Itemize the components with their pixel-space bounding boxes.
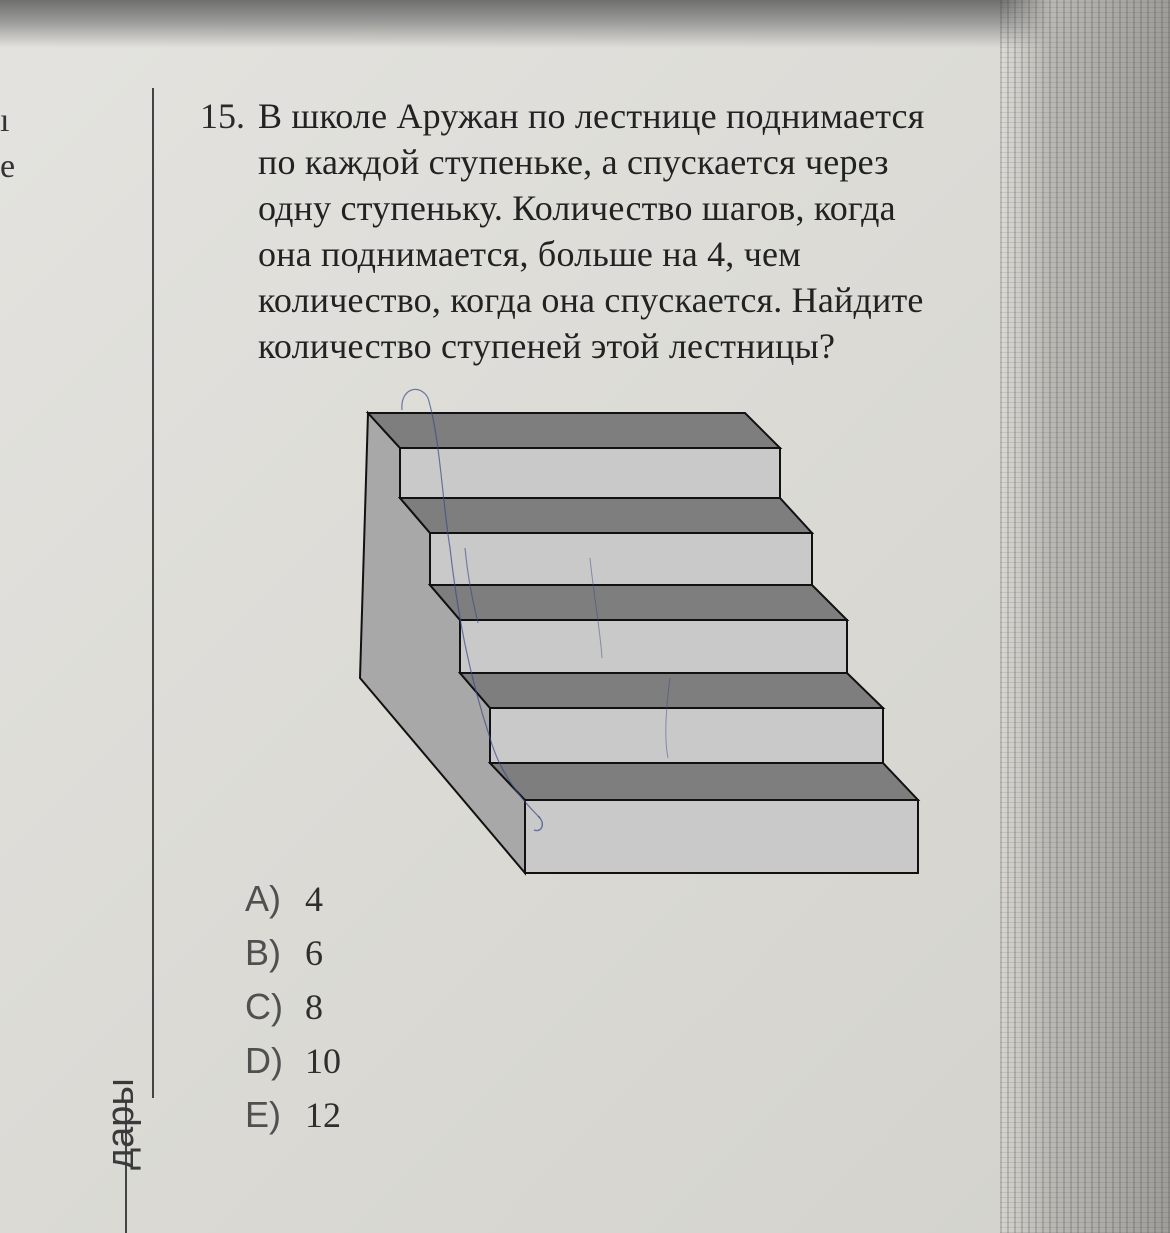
question-number: 15. <box>200 96 245 136</box>
question-text-line: по каждой ступеньке, а спускается через <box>258 142 889 182</box>
answer-value: 10 <box>305 1041 341 1081</box>
question-text-line: она поднимается, больше на 4, чем <box>258 234 802 274</box>
answer-letter: C) <box>245 986 283 1027</box>
staircase-tread <box>400 498 812 533</box>
page-edge-stack <box>1000 0 1170 1233</box>
question-text-line: количество, когда она спускается. Найдите <box>258 280 924 320</box>
staircase-figure <box>350 378 930 888</box>
sideways-margin-label: дары <box>100 1078 142 1170</box>
answer-letter: A) <box>245 878 281 919</box>
staircase-tread <box>430 585 847 620</box>
answer-option[interactable] <box>245 986 323 1028</box>
answer-letter: D) <box>245 1040 283 1081</box>
staircase-riser <box>460 620 847 673</box>
answer-letter: B) <box>245 932 281 973</box>
answer-value: 12 <box>305 1095 341 1135</box>
answer-option[interactable] <box>245 878 323 920</box>
margin-text-fragment: e <box>0 148 16 185</box>
staircase-tread <box>460 673 883 708</box>
answer-value: 6 <box>305 933 323 973</box>
staircase-riser <box>525 800 918 873</box>
question-text-line: количество ступеней этой лестницы? <box>258 326 836 366</box>
question-text-line: В школе Аружан по лестнице поднимается <box>258 96 925 136</box>
answer-option[interactable] <box>245 932 323 974</box>
staircase-riser <box>430 533 812 585</box>
answer-value: 8 <box>305 987 323 1027</box>
staircase-riser <box>400 448 780 498</box>
staircase-riser <box>490 708 883 763</box>
top-shadow <box>0 0 1170 48</box>
margin-rule <box>152 88 154 1098</box>
question-text-line: одну ступеньку. Количество шагов, когда <box>258 188 896 228</box>
staircase-tread <box>368 413 780 448</box>
staircase-tread <box>490 763 918 800</box>
answer-value: 4 <box>305 879 323 919</box>
answer-option[interactable] <box>245 1094 341 1136</box>
margin-text-fragment: ı <box>0 102 10 139</box>
answer-option[interactable] <box>245 1040 341 1082</box>
answer-letter: E) <box>245 1094 281 1135</box>
